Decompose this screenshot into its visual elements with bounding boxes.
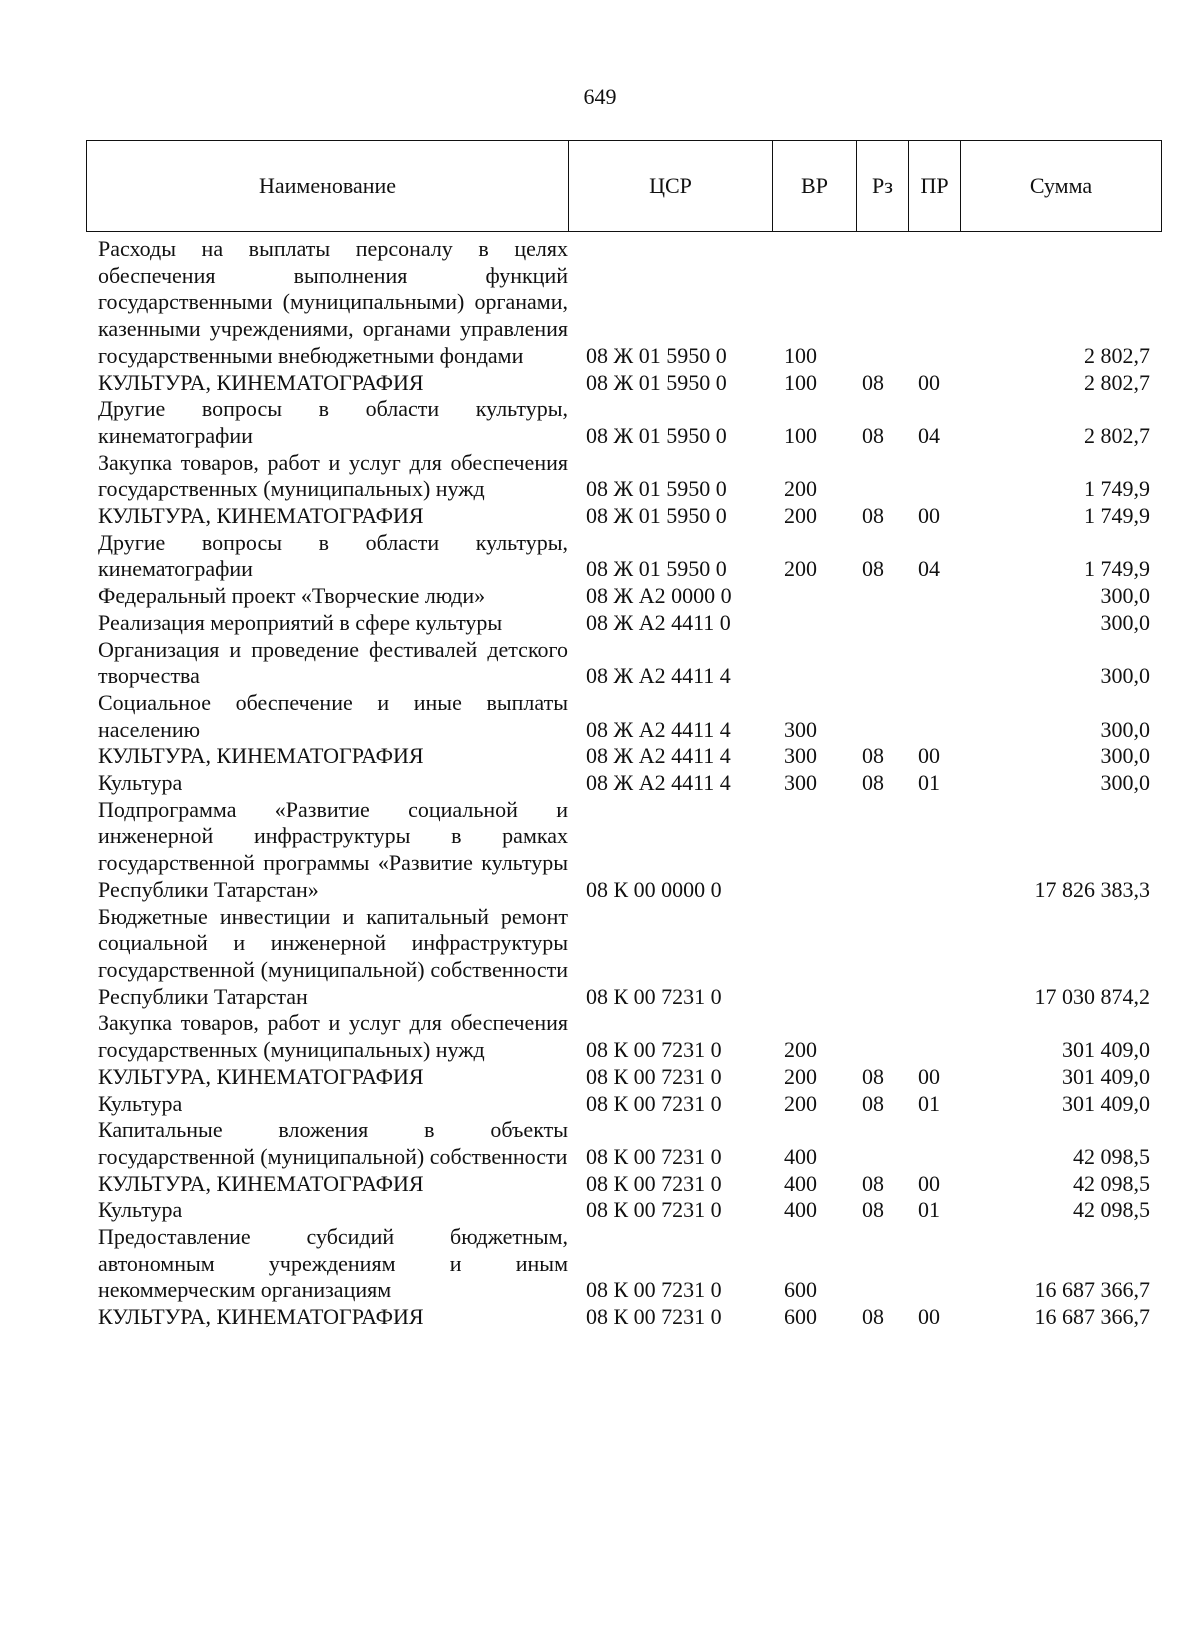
csr-cell: 08 Ж А2 0000 0 xyxy=(586,583,732,609)
csr-cell: 08 Ж А2 4411 4 xyxy=(586,663,731,689)
sum-cell: 301 409,0 xyxy=(1062,1063,1150,1089)
csr-cell: 08 К 00 7231 0 xyxy=(586,1037,722,1063)
table-row xyxy=(86,583,1162,610)
table-body xyxy=(86,236,1162,1331)
table-header xyxy=(86,140,1162,232)
rz-cell: 08 xyxy=(862,1090,884,1116)
vr-cell: 300 xyxy=(784,770,817,796)
name-cell: Подпрограмма «Развитие социальной и инженерной инфраструктуры в рамках государственной программы «Развитие культуры Республики Татарстан» xyxy=(98,796,568,902)
csr-cell: 08 К 00 7231 0 xyxy=(586,1197,722,1223)
sum-cell: 17 826 383,3 xyxy=(1034,876,1150,902)
header-vr: ВР xyxy=(773,141,857,231)
name-cell: Реализация мероприятий в сфере культуры xyxy=(98,609,503,635)
csr-cell: 08 К 00 7231 0 xyxy=(586,1304,722,1330)
header-pr: ПР xyxy=(909,141,961,231)
name-cell: Другие вопросы в области культуры, кинематографии xyxy=(98,529,568,582)
name-cell: Закупка товаров, работ и услуг для обеспечения государственных (муниципальных) нужд xyxy=(98,1010,568,1063)
sum-cell: 301 409,0 xyxy=(1062,1090,1150,1116)
table-row xyxy=(86,370,1162,397)
name-cell: КУЛЬТУРА, КИНЕМАТОГРАФИЯ xyxy=(98,1170,424,1196)
vr-cell: 400 xyxy=(784,1143,817,1169)
pr-cell: 01 xyxy=(918,1197,940,1223)
name-cell: Культура xyxy=(98,770,183,796)
table-row xyxy=(86,743,1162,770)
table-row xyxy=(86,1224,1162,1304)
sum-cell: 2 802,7 xyxy=(1084,342,1150,368)
name-cell: Культура xyxy=(98,1197,183,1223)
header-rz: Рз xyxy=(857,141,909,231)
table-row xyxy=(86,1064,1162,1091)
name-cell: КУЛЬТУРА, КИНЕМАТОГРАФИЯ xyxy=(98,743,424,769)
rz-cell: 08 xyxy=(862,1170,884,1196)
vr-cell: 200 xyxy=(784,1063,817,1089)
vr-cell: 400 xyxy=(784,1170,817,1196)
csr-cell: 08 Ж А2 4411 4 xyxy=(586,770,731,796)
vr-cell: 100 xyxy=(784,422,817,448)
table-row xyxy=(86,396,1162,449)
name-cell: Бюджетные инвестиции и капитальный ремонт социальной и инженерной инфраструктуры государственной (муниципальной) собственности Республики Татарстан xyxy=(98,903,568,1009)
rz-cell: 08 xyxy=(862,1304,884,1330)
name-cell: Организация и проведение фестивалей детского творчества xyxy=(98,636,568,689)
csr-cell: 08 Ж 01 5950 0 xyxy=(586,556,727,582)
rz-cell: 08 xyxy=(862,770,884,796)
rz-cell: 08 xyxy=(862,1197,884,1223)
table-row xyxy=(86,1304,1162,1331)
header-name: Наименование xyxy=(87,141,569,231)
sum-cell: 2 802,7 xyxy=(1084,369,1150,395)
csr-cell: 08 Ж 01 5950 0 xyxy=(586,422,727,448)
name-cell: Закупка товаров, работ и услуг для обеспечения государственных (муниципальных) нужд xyxy=(98,449,568,502)
csr-cell: 08 Ж 01 5950 0 xyxy=(586,342,727,368)
pr-cell: 00 xyxy=(918,743,940,769)
csr-cell: 08 К 00 7231 0 xyxy=(586,983,722,1009)
sum-cell: 2 802,7 xyxy=(1084,422,1150,448)
vr-cell: 300 xyxy=(784,743,817,769)
csr-cell: 08 Ж А2 4411 4 xyxy=(586,716,731,742)
vr-cell: 600 xyxy=(784,1304,817,1330)
csr-cell: 08 К 00 7231 0 xyxy=(586,1090,722,1116)
sum-cell: 300,0 xyxy=(1100,770,1150,796)
vr-cell: 100 xyxy=(784,369,817,395)
table-row xyxy=(86,1171,1162,1198)
table-row xyxy=(86,904,1162,1011)
table-row xyxy=(86,236,1162,370)
table-row xyxy=(86,797,1162,904)
sum-cell: 42 098,5 xyxy=(1073,1143,1150,1169)
sum-cell: 300,0 xyxy=(1100,743,1150,769)
csr-cell: 08 К 00 7231 0 xyxy=(586,1170,722,1196)
rz-cell: 08 xyxy=(862,743,884,769)
pr-cell: 00 xyxy=(918,1170,940,1196)
sum-cell: 300,0 xyxy=(1100,609,1150,635)
table-row xyxy=(86,1197,1162,1224)
csr-cell: 08 К 00 7231 0 xyxy=(586,1143,722,1169)
name-cell: КУЛЬТУРА, КИНЕМАТОГРАФИЯ xyxy=(98,1063,424,1089)
rz-cell: 08 xyxy=(862,1063,884,1089)
sum-cell: 16 687 366,7 xyxy=(1034,1304,1150,1330)
vr-cell: 200 xyxy=(784,476,817,502)
csr-cell: 08 Ж 01 5950 0 xyxy=(586,503,727,529)
sum-cell: 16 687 366,7 xyxy=(1034,1277,1150,1303)
name-cell: Федеральный проект «Творческие люди» xyxy=(98,583,486,609)
sum-cell: 300,0 xyxy=(1100,583,1150,609)
table-row xyxy=(86,637,1162,690)
csr-cell: 08 Ж 01 5950 0 xyxy=(586,369,727,395)
csr-cell: 08 К 00 0000 0 xyxy=(586,876,722,902)
csr-cell: 08 Ж А2 4411 0 xyxy=(586,609,731,635)
pr-cell: 01 xyxy=(918,1090,940,1116)
table-row xyxy=(86,1010,1162,1063)
vr-cell: 100 xyxy=(784,342,817,368)
page-number: 649 xyxy=(583,84,617,109)
header-csr: ЦСР xyxy=(569,141,773,231)
vr-cell: 200 xyxy=(784,1090,817,1116)
sum-cell: 42 098,5 xyxy=(1073,1197,1150,1223)
table-row xyxy=(86,690,1162,743)
name-cell: Социальное обеспечение и иные выплаты населению xyxy=(98,689,568,742)
table-row xyxy=(86,530,1162,583)
vr-cell: 200 xyxy=(784,503,817,529)
sum-cell: 300,0 xyxy=(1100,716,1150,742)
vr-cell: 300 xyxy=(784,716,817,742)
pr-cell: 01 xyxy=(918,770,940,796)
pr-cell: 04 xyxy=(918,556,940,582)
name-cell: Культура xyxy=(98,1090,183,1116)
table-row xyxy=(86,450,1162,503)
vr-cell: 400 xyxy=(784,1197,817,1223)
pr-cell: 00 xyxy=(918,369,940,395)
pr-cell: 04 xyxy=(918,422,940,448)
table-row xyxy=(86,610,1162,637)
vr-cell: 200 xyxy=(784,1037,817,1063)
table-row xyxy=(86,1117,1162,1170)
sum-cell: 42 098,5 xyxy=(1073,1170,1150,1196)
csr-cell: 08 Ж 01 5950 0 xyxy=(586,476,727,502)
name-cell: Капитальные вложения в объекты государственной (муниципальной) собственности xyxy=(98,1117,568,1169)
sum-cell: 1 749,9 xyxy=(1084,556,1150,582)
rz-cell: 08 xyxy=(862,369,884,395)
rz-cell: 08 xyxy=(862,422,884,448)
table-row xyxy=(86,503,1162,530)
sum-cell: 300,0 xyxy=(1100,663,1150,689)
name-cell: Расходы на выплаты персоналу в целях обеспечения выполнения функций государственными (муниципальными) органами, казенными учреждениями, органами управления государственными внебюджетными фондами xyxy=(98,236,568,368)
rz-cell: 08 xyxy=(862,503,884,529)
pr-cell: 00 xyxy=(918,1304,940,1330)
vr-cell: 600 xyxy=(784,1277,817,1303)
csr-cell: 08 К 00 7231 0 xyxy=(586,1063,722,1089)
name-cell: КУЛЬТУРА, КИНЕМАТОГРАФИЯ xyxy=(98,1304,424,1330)
name-cell: Предоставление субсидий бюджетным, автономным учреждениям и иным некоммерческим организациям xyxy=(98,1224,568,1303)
pr-cell: 00 xyxy=(918,1063,940,1089)
name-cell: КУЛЬТУРА, КИНЕМАТОГРАФИЯ xyxy=(98,503,424,529)
csr-cell: 08 Ж А2 4411 4 xyxy=(586,743,731,769)
name-cell: Другие вопросы в области культуры, кинематографии xyxy=(98,396,568,448)
header-sum: Сумма xyxy=(1029,172,1093,198)
sum-cell: 301 409,0 xyxy=(1062,1037,1150,1063)
sum-cell: 17 030 874,2 xyxy=(1034,983,1150,1009)
table-row xyxy=(86,770,1162,797)
pr-cell: 00 xyxy=(918,503,940,529)
csr-cell: 08 К 00 7231 0 xyxy=(586,1277,722,1303)
sum-cell: 1 749,9 xyxy=(1084,476,1150,502)
vr-cell: 200 xyxy=(784,556,817,582)
sum-cell: 1 749,9 xyxy=(1084,503,1150,529)
name-cell: КУЛЬТУРА, КИНЕМАТОГРАФИЯ xyxy=(98,369,424,395)
table-row xyxy=(86,1091,1162,1118)
rz-cell: 08 xyxy=(862,556,884,582)
